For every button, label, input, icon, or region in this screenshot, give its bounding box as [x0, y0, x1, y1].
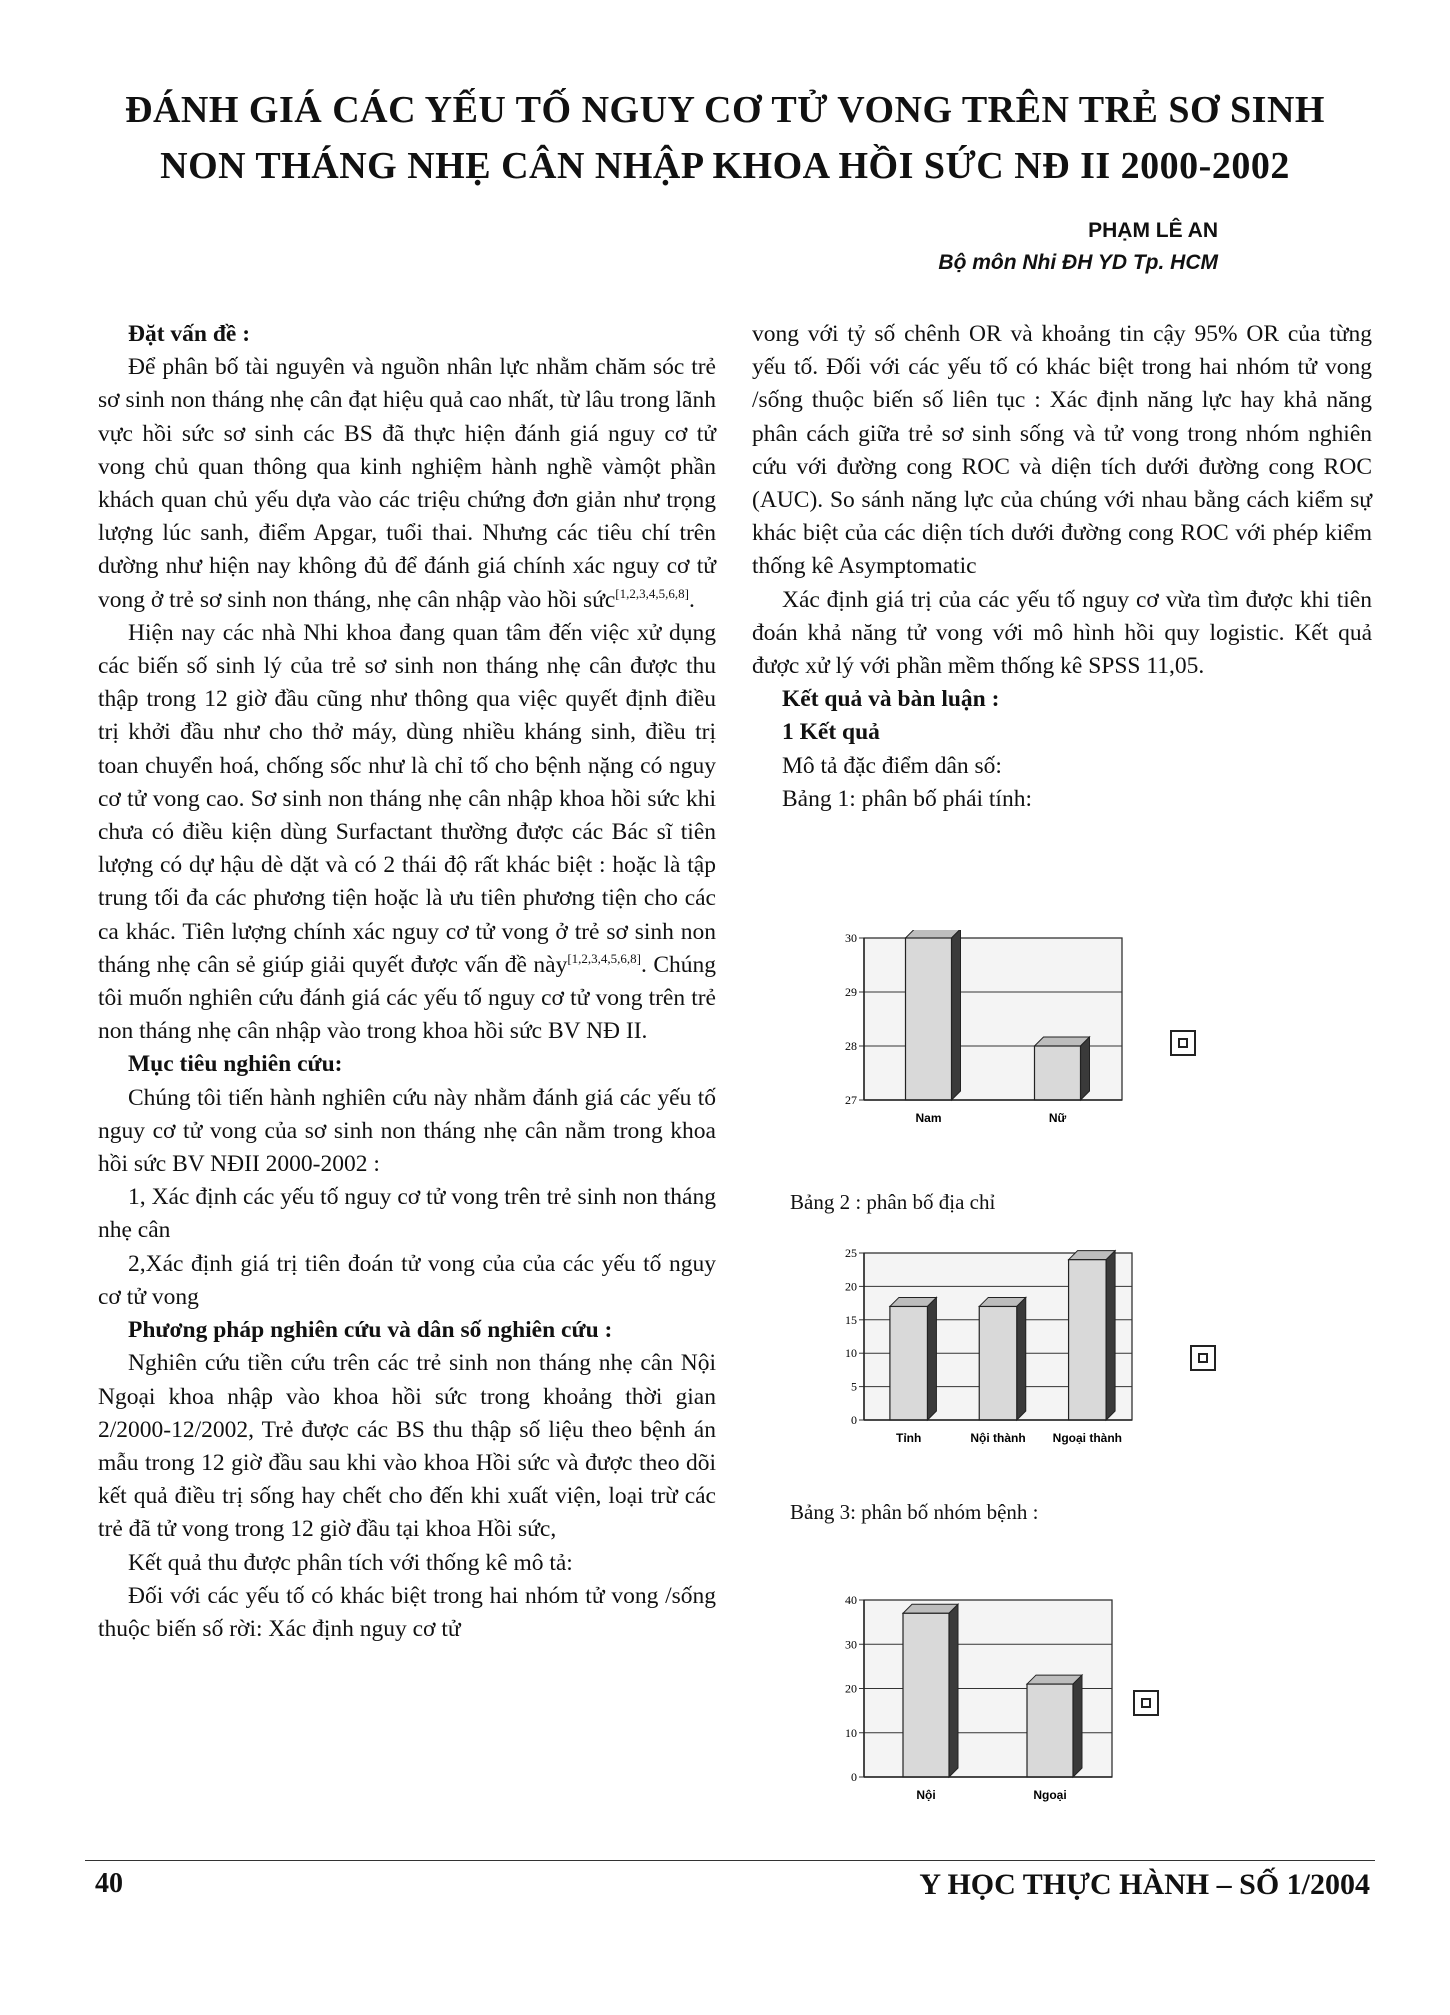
y-tick-label: 0: [851, 1413, 857, 1427]
bar: [906, 938, 952, 1100]
chart-2-address-distribution: [830, 1245, 1140, 1460]
title-line-1: ĐÁNH GIÁ CÁC YẾU TỐ NGUY CƠ TỬ VONG TRÊN TRẺ SƠ SINH: [125, 89, 1325, 131]
paragraph-text: Hiện nay các nhà Nhi khoa đang quan tâm đến việc xử dụng các biến số sinh lý của trẻ sơ sinh non tháng nhẹ cân được thu thập trong 12 giờ đầu cũng như thông qua việc quyết định điều trị khởi đầu như cho thở máy, dùng nhiều kháng sinh, điều trị toan chuyển hoá, chống sốc như là chỉ tố cho bệnh nặng có nguy cơ tử vong cao. Sơ sinh non tháng nhẹ cân nhập khoa hồi sức khi chưa có điều kiện dùng Surfactant thường được các Bác sĩ tiên lượng có dự hậu dè dặt và có 2 thái độ rất khác biệt : hoặc là tập trung tối đa các phương tiện hoặc là ưu tiên phương tiện cho các ca khác. Tiên lượng chính xác nguy cơ tử vong ở trẻ sơ sinh non tháng nhẹ cân sẻ giúp giải quyết được vấn đề này: [98, 619, 716, 978]
y-tick-label: 5: [851, 1379, 857, 1394]
y-tick-label: 15: [845, 1312, 857, 1327]
paragraph: Chúng tôi tiến hành nghiên cứu này nhằm đánh giá các yếu tố nguy cơ tử vong của sơ sinh non tháng nhẹ cân nằm trong khoa hồi sức BV NĐII 2000-2002 :: [98, 1084, 716, 1178]
bar: [1069, 1260, 1107, 1420]
y-tick-label: 40: [845, 1593, 857, 1607]
bar-side: [952, 930, 961, 1100]
author-block: [938, 215, 1218, 279]
bar: [979, 1306, 1017, 1420]
bar-side: [1106, 1251, 1115, 1420]
paragraph: Đối với các yếu tố có khác biệt trong hai nhóm tử vong /sống thuộc biến số rời: Xác định nguy cơ tử: [98, 1582, 716, 1642]
paragraph: Xác định giá trị của các yếu tố nguy cơ vừa tìm được khi tiên đoán khả năng tử vong với mô hình hồi quy logistic. Kết quả được xử lý với phần mềm thống kê SPSS 11,05.: [752, 586, 1372, 680]
reference-mark: [1,2,3,4,5,6,8]: [567, 951, 641, 967]
bar: [890, 1306, 928, 1420]
left-column: [98, 318, 716, 1646]
chart-3-disease-group: [830, 1592, 1120, 1817]
heading-objectives: Mục tiêu nghiên cứu:: [128, 1051, 343, 1078]
chart-1-sex-distribution: [830, 930, 1130, 1140]
right-column: [752, 318, 1372, 816]
paragraph-text: . Chúng tôi muốn nghiên cứu đánh giá các yếu tố nguy cơ tử vong trên trẻ non tháng nhẹ cân nhập vào trong khoa hồi sức BV NĐ II.: [98, 951, 716, 1045]
bar: [1035, 1046, 1081, 1100]
y-tick-label: 0: [851, 1770, 857, 1784]
x-tick-label: Nội: [916, 1788, 936, 1802]
paragraph-text: Để phân bố tài nguyên và nguồn nhân lực nhằm chăm sóc trẻ sơ sinh non tháng nhẹ cân đạt hiệu quả cao nhất, từ lâu trong lãnh vực hồi sức sơ sinh các BS đã thực hiện đánh giá nguy cơ tử vong chủ quan thông qua kinh nghiệm hành nghề vàmột phần khách quan chủ yếu dựa vào các triệu chứng đơn giản như trọng lượng lúc sanh, điểm Apgar, tuổi thai. Nhưng các tiêu chí trên dường như hiện nay không đủ để đánh giá chính xác nguy cơ tử vong ở trẻ sơ sinh non tháng, nhẹ cân nhập vào hồi sức: [98, 354, 716, 613]
chart-caption-2: Bảng 2 : phân bố địa chỉ: [790, 1190, 996, 1214]
x-tick-label: Nữ: [1048, 1111, 1067, 1125]
y-tick-label: 10: [845, 1346, 857, 1361]
paragraph: [98, 351, 716, 617]
y-tick-label: 29: [845, 985, 857, 999]
heading-methods: Phương pháp nghiên cứu và dân số nghiên cứu :: [128, 1317, 613, 1344]
bar-side: [1073, 1675, 1082, 1777]
bar-side: [1017, 1297, 1026, 1420]
bar-side: [949, 1604, 958, 1777]
paragraph: [98, 617, 716, 1049]
bar: [1027, 1684, 1073, 1777]
reference-mark: [1,2,3,4,5,6,8]: [615, 585, 689, 601]
y-tick-label: 10: [845, 1725, 857, 1740]
chart-caption-1: Bảng 1: phân bố phái tính:: [782, 785, 1032, 812]
heading-introduction: Đặt vấn đề :: [128, 321, 251, 347]
x-tick-label: Tỉnh: [896, 1431, 922, 1445]
y-tick-label: 27: [845, 1093, 857, 1107]
y-tick-label: 20: [845, 1681, 857, 1696]
footer-rule: [85, 1860, 1375, 1861]
x-tick-label: Ngoại thành: [1052, 1431, 1122, 1445]
paragraph: Kết quả thu được phân tích với thống kê mô tả:: [128, 1549, 573, 1576]
bar-side: [927, 1297, 936, 1420]
page-number: 40: [95, 1868, 123, 1899]
x-tick-label: Nội thành: [970, 1431, 1026, 1445]
bar: [903, 1613, 949, 1777]
paragraph: Mô tả đặc điểm dân số:: [782, 752, 1002, 779]
x-tick-label: Nam: [915, 1111, 942, 1125]
heading-results-discussion: Kết quả và bàn luận :: [782, 686, 1000, 713]
article-title: [100, 82, 1350, 194]
y-tick-label: 28: [845, 1039, 857, 1053]
paragraph: Nghiên cứu tiền cứu trên các trẻ sinh non tháng nhẹ cân Nội Ngoại khoa nhập vào khoa hồi sức trong khoảng thời gian 2/2000-12/2002, Trẻ được các BS thu thập số liệu theo bệnh án mẫu trong 12 giờ đầu sau khi vào khoa Hồi sức và được theo dõi kết quả điều trị sống hay chết cho đến khi xuất viện, loại trừ các trẻ đã tử vong trong 12 giờ đầu tại khoa Hồi sức,: [98, 1350, 716, 1543]
chart-caption-3: Bảng 3: phân bố nhóm bệnh :: [790, 1500, 1039, 1524]
paragraph-text: .: [688, 586, 695, 613]
title-line-2: NON THÁNG NHẸ CÂN NHẬP KHOA HỒI SỨC NĐ II 2000-2002: [160, 145, 1290, 187]
legend-icon: [1190, 1345, 1216, 1371]
author-affiliation: Bộ môn Nhi ĐH YD Tp. HCM: [938, 251, 1218, 274]
bar-side: [1081, 1037, 1090, 1100]
y-tick-label: 20: [845, 1279, 857, 1294]
objective-1: 1, Xác định các yếu tố nguy cơ tử vong trên trẻ sinh non tháng nhẹ cân: [98, 1184, 716, 1244]
legend-icon: [1133, 1690, 1159, 1716]
author-name: PHẠM LÊ AN: [1088, 219, 1218, 242]
heading-results: 1 Kết quả: [782, 719, 880, 746]
paragraph: vong với tỷ số chênh OR và khoảng tin cậy 95% OR của từng yếu tố. Đối với các yếu tố có khác biệt trong hai nhóm tử vong /sống thuộc biến số liên tục : Xác định năng lực hay khả năng phân cách giữa trẻ sơ sinh sống và tử vong trong nhóm nghiên cứu với đường cong ROC và diện tích dưới đường cong ROC (AUC). So sánh năng lực của chúng với nhau bằng cách kiểm sự khác biệt của các diện tích dưới đường cong ROC với phép kiểm thống kê Asymptomatic: [752, 321, 1372, 580]
legend-icon: [1170, 1030, 1196, 1056]
y-tick-label: 30: [845, 931, 857, 945]
objective-2: 2,Xác định giá trị tiên đoán tử vong của của các yếu tố nguy cơ tử vong: [98, 1250, 716, 1310]
y-tick-label: 30: [845, 1637, 857, 1652]
y-tick-label: 25: [845, 1246, 857, 1260]
x-tick-label: Ngoại: [1033, 1788, 1067, 1802]
journal-name: Y HỌC THỰC HÀNH – SỐ 1/2004: [919, 1868, 1370, 1901]
